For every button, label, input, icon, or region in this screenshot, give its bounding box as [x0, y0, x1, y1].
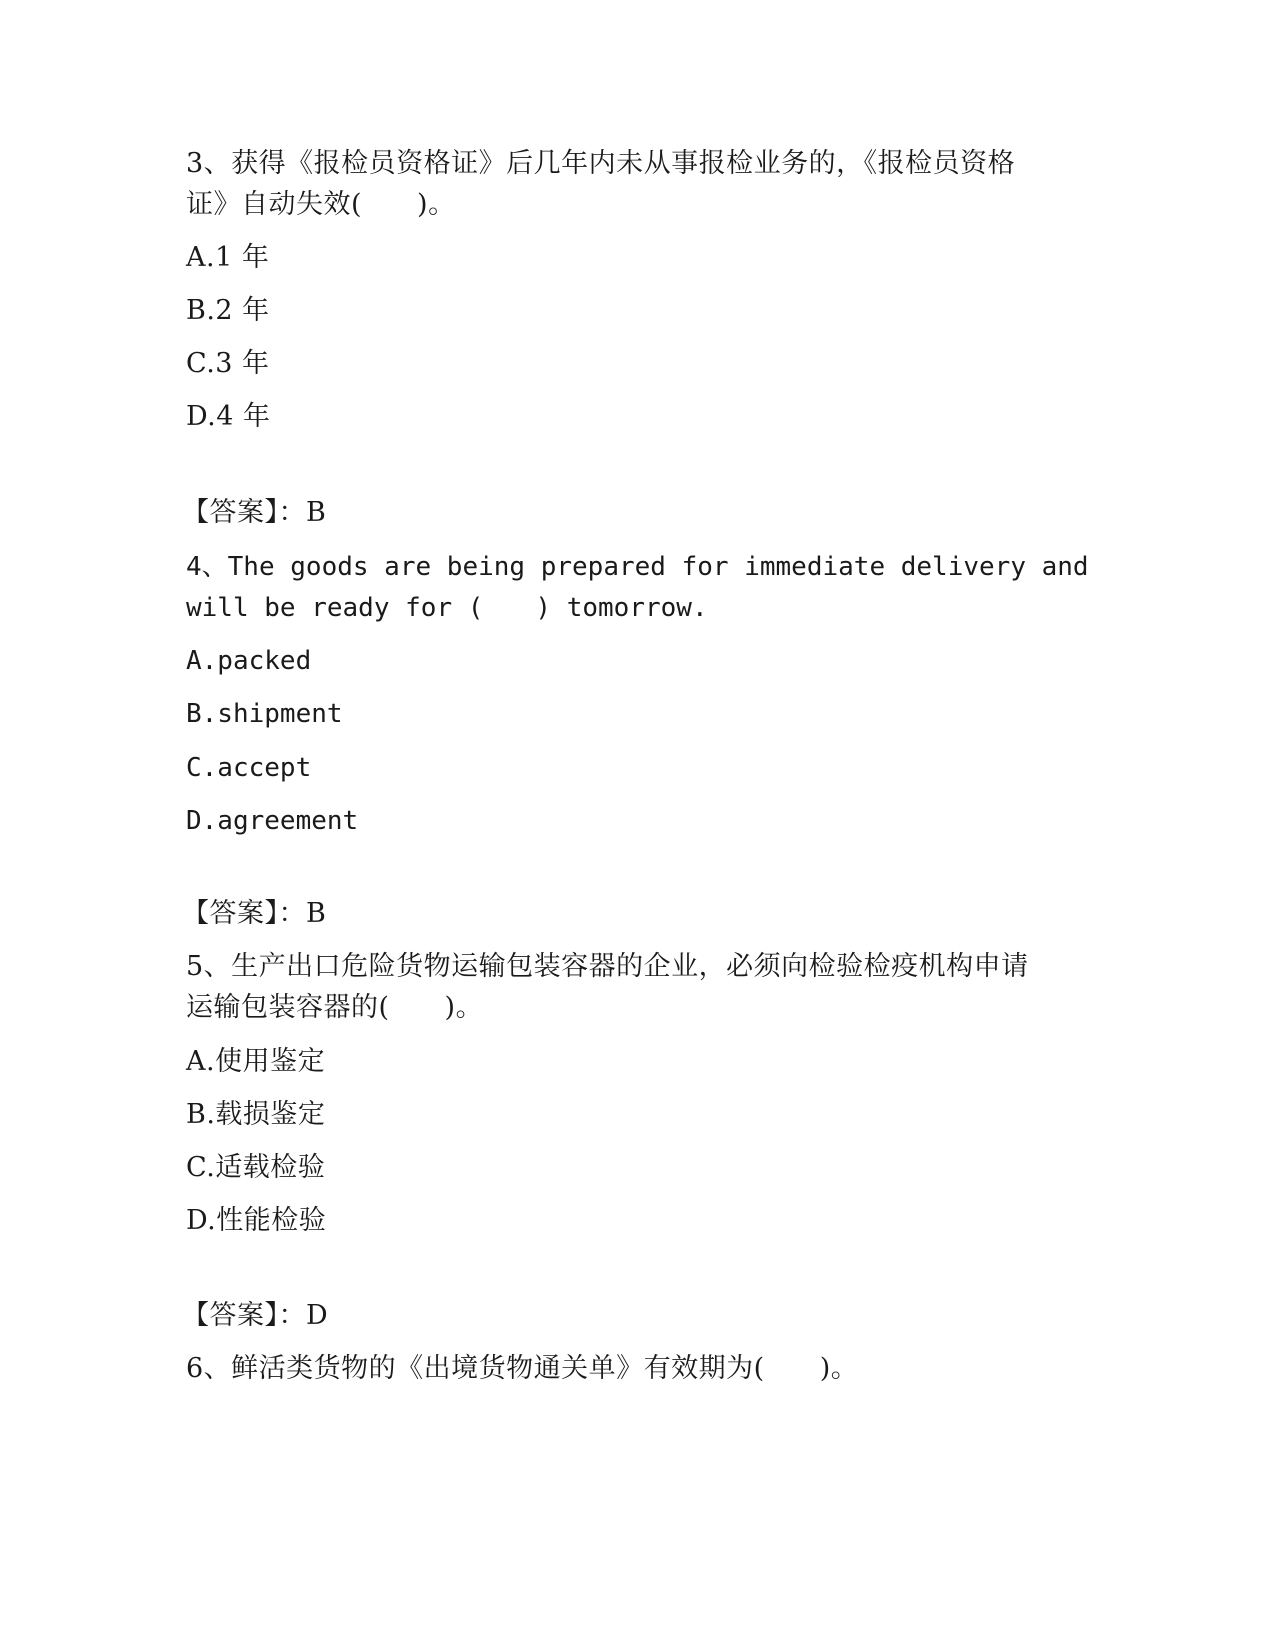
- question-5-option-b: B.载损鉴定: [186, 1099, 326, 1130]
- question-6-stem-line-1: 6、鲜活类货物的《出境货物通关单》有效期为( )。: [186, 1353, 859, 1384]
- question-5-answer: 【答案】：D: [182, 1300, 329, 1331]
- question-4-stem-line-1: 4、The goods are being prepared for immediate delivery and: [186, 552, 1089, 582]
- question-5-option-a: A.使用鉴定: [186, 1046, 326, 1077]
- question-5-option-c: C.适载检验: [186, 1152, 326, 1183]
- question-4-option-c: C.accept: [186, 753, 312, 783]
- question-3-option-a: A.1 年: [186, 242, 270, 273]
- question-3-option-b: B.2 年: [186, 295, 270, 326]
- question-3-option-c: C.3 年: [186, 348, 270, 379]
- question-3-answer: 【答案】：B: [182, 497, 327, 528]
- question-3-stem-line-1: 3、获得《报检员资格证》后几年内未从事报检业务的，《报检员资格: [186, 148, 1016, 179]
- question-4-answer: 【答案】：B: [182, 898, 327, 929]
- question-3-option-d: D.4 年: [186, 401, 271, 432]
- question-5-stem-line-2: 运输包装容器的( )。: [186, 992, 484, 1023]
- question-4-stem-line-2: will be ready for ( ) tomorrow.: [186, 593, 708, 623]
- question-4-option-d: D.agreement: [186, 806, 359, 836]
- question-4-option-a: A.packed: [186, 646, 312, 676]
- question-3-stem-line-2: 证》自动失效( )。: [186, 189, 456, 220]
- question-4-option-b: B.shipment: [186, 699, 343, 729]
- question-5-option-d: D.性能检验: [186, 1205, 327, 1236]
- question-5-stem-line-1: 5、生产出口危险货物运输包装容器的企业，必须向检验检疫机构申请: [186, 951, 1029, 982]
